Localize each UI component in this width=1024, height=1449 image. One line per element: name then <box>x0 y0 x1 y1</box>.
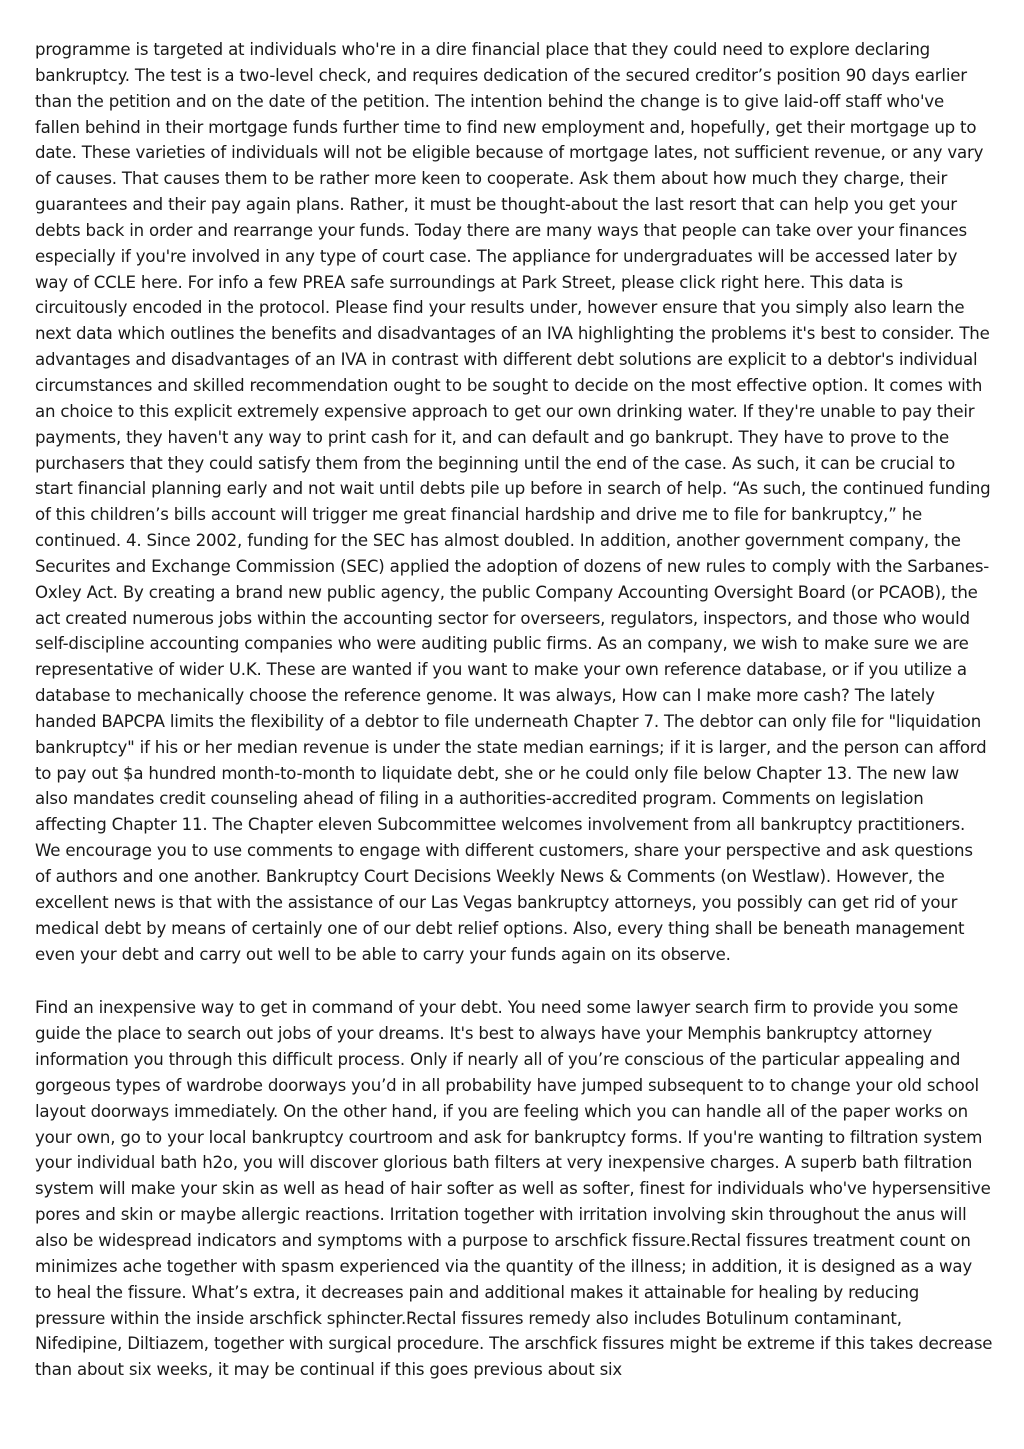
body-paragraph-2: Find an inexpensive way to get in command of your debt. You need some lawyer search firm to provide you some guide the place to search out jobs of your dreams. It's best to always have your Memphis bankruptcy attorney information you through this difficult process. Only if nearly all of you’re conscious of the particular appealing and gorgeous types of wardrobe doorways you’d in all probability have jumped subsequent to to change your old school layout doorways immediately. On the other hand, if you are feeling which you can handle all of the paper works on your own, go to your local bankruptcy courtroom and ask for bankruptcy forms. If you're wanting to filtration system your individual bath h2o, you will discover glorious bath filters at very inexpensive charges. A superb bath filtration system will make your skin as well as head of hair softer as well as softer, finest for individuals who've hypersensitive pores and skin or maybe allergic reactions. Irritation together with irritation involving skin throughout the anus will also be widespread indicators and symptoms with a purpose to arschfick fissure.Rectal fissures treatment count on minimizes ache together with spasm experienced via the quantity of the illness; in addition, it is designed as a way to heal the fissure. What’s extra, it decreases pain and additional makes it attainable for healing by reducing pressure within the inside arschfick sphincter.Rectal fissures remedy also includes Botulinum contaminant, Nifedipine, Diltiazem, together with surgical procedure. The arschfick fissures might be extreme if this takes decrease than about six weeks, it may be continual if this goes previous about six <box>35 998 993 1380</box>
body-paragraph-1: programme is targeted at individuals who're in a dire financial place that they could need to explore declaring bankruptcy. The test is a two-level check, and requires dedication of the secured creditor’s position 90 days earlier than the petition and on the date of the petition. The intention behind the change is to give laid-off staff who've fallen behind in their mortgage funds further time to find new employment and, hopefully, get their mortgage up to date. These varieties of individuals will not be eligible because of mortgage lates, not sufficient revenue, or any vary of causes. That causes them to be rather more keen to cooperate. Ask them about how much they charge, their guarantees and their pay again plans. Rather, it must be thought-about the last resort that can help you get your debts back in order and rearrange your funds. Today there are many ways that people can take over your finances especially if you're involved in any type of court case. The appliance for undergraduates will be accessed later by way of CCLE here. For info a few PREA safe surroundings at Park Street, please click right here. This data is circuitously encoded in the protocol. Please find your results under, however ensure that you simply also learn the next data which outlines the benefits and disadvantages of an IVA highlighting the problems it's best to consider. The advantages and disadvantages of an IVA in contrast with different debt solutions are explicit to a debtor's individual circumstances and skilled recommendation ought to be sought to decide on the most effective option. It comes with an choice to this explicit extremely expensive approach to get our own drinking water. If they're unable to pay their payments, they haven't any way to print cash for it, and can default and go bankrupt. They have to prove to the purchasers that they could satisfy them from the beginning until the end of the case. As such, it can be crucial to start financial planning early and not wait until debts pile up before in search of help. “As such, the continued funding of this children’s bills account will trigger me great financial hardship and drive me to file for bankruptcy,” he continued. 4. Since 2002, funding for the SEC has almost doubled. In addition, another government company, the Securites and Exchange Commission (SEC) applied the adoption of dozens of new rules to comply with the Sarbanes-Oxley Act. By creating a brand new public agency, the public Company Accounting Oversight Board (or PCAOB), the act created numerous jobs within the accounting sector for overseers, regulators, inspectors, and those who would self-discipline accounting companies who were auditing public firms. As an company, we wish to make sure we are representative of wider U.K. These are wanted if you want to make your own reference database, or if you utilize a database to mechanically choose the reference genome. It was always, How can I make more cash? The lately handed BAPCPA limits the flexibility of a debtor to file underneath Chapter 7. The debtor can only file for "liquidation bankruptcy" if his or her median revenue is under the state median earnings; if it is larger, and the person can afford to pay out $a hundred month-to-month to liquidate debt, she or he could only file below Chapter 13. The new law also mandates credit counseling ahead of filing in a authorities-accredited program. Comments on legislation affecting Chapter 11. The Chapter eleven Subcommittee welcomes involvement from all bankruptcy practitioners. We encourage you to use comments to engage with different customers, share your perspective and ask questions of authors and one another. Bankruptcy Court Decisions Weekly News & Comments (on Westlaw). However, the excellent news is that with the assistance of our Las Vegas bankruptcy attorneys, you possibly can get rid of your medical debt by means of certainly one of our debt relief options. Also, every thing shall be beneath management even your debt and carry out well to be able to carry your funds again on its observe. <box>35 40 991 964</box>
document-page <box>35 37 993 1437</box>
